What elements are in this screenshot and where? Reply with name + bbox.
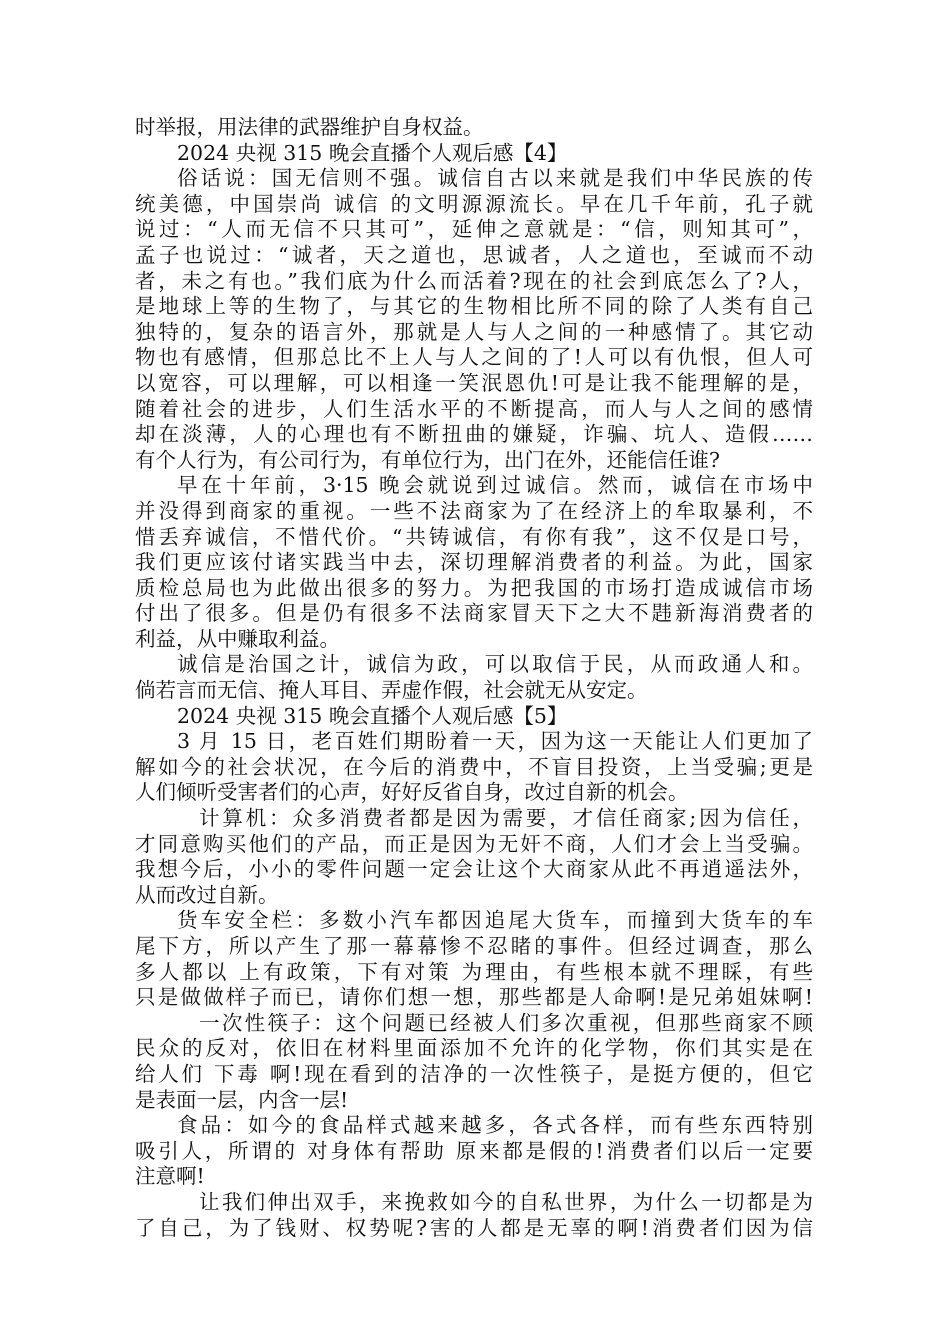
text-line: 计算机：众多消费者都是因为需要，才信任商家;因为信任， [199,806,813,831]
text-line: 给人们 下毒 啊!现在看到的洁净的一次性筷子，是挺方便的，但它 [135,1061,813,1086]
text-line: 早在十年前，3·15 晚会就说到过诚信。然而，诚信在市场中 [177,473,813,498]
text-line: 利益，从中赚取利益。 [135,626,340,651]
text-line: 诚信是治国之计，诚信为政，可以取信于民，从而政通人和。 [177,652,813,677]
text-line: 一次性筷子：这个问题已经被人们多次重视，但那些商家不顾 [199,1010,813,1035]
text-line: 付出了很多。但是仍有很多不法商家冒天下之大不韪新海消费者的 [135,601,813,626]
text-line: 统美德，中国崇尚 诚信 的文明源源流长。早在几千年前，孔子就 [135,191,813,216]
text-line: 让我们伸出双手，来挽救如今的自私世界，为什么一切都是为 [199,1189,813,1214]
text-line: 人们倾听受害者们的心声，好好反省自身，改过自新的机会。 [135,780,689,805]
text-line: 吸引人，所谓的 对身体有帮助 原来都是假的!消费者们以后一定要 [135,1138,813,1163]
text-line: 者，未之有也。”我们底为什么而活着?现在的社会到底怎么了?人， [135,268,813,293]
text-line: 解如今的社会状况，在今后的消费中，不盲目投资，上当受骗;更是 [135,754,813,779]
text-line: 从而改过自新。 [135,882,279,907]
document-page [135,115,813,1241]
text-line: 食品：如今的食品样式越来越多，各式各样，而有些东西特别 [177,1113,813,1138]
text-line: 我们更应该付诸实践当中去，深切理解消费者的利益。为此，国家 [135,550,813,575]
text-line: 并没得到商家的重视。一些不法商家为了在经济上的牟取暴利，不 [135,498,813,523]
text-line: 俗话说：国无信则不强。诚信自古以来就是我们中华民族的传 [177,166,813,191]
text-line: 孟子也说过：“诚者，天之道也，思诚者，人之道也，至诚而不动 [135,242,813,267]
text-line: 注意啊! [135,1164,205,1189]
text-line: 货车安全栏：多数小汽车都因追尾大货车，而撞到大货车的车 [177,908,813,933]
text-line: 民众的反对，依旧在材料里面添加不允许的化学物，你们其实是在 [135,1036,813,1061]
text-line: 尾下方，所以产生了那一幕幕惨不忍睹的事件。但经过调查，那么 [135,934,813,958]
text-line: 了自己，为了钱财、权势呢?害的人都是无辜的啊!消费者们因为信 [135,1215,813,1240]
text-line: 多人都以 上有政策，下有对策 为理由，有些根本就不理睬，有些 [135,959,813,984]
text-line: 是表面一层，内含一层! [135,1087,349,1112]
text-line: 只是做做样子而已，请你们想一想，那些都是人命啊!是兄弟姐妹啊! [135,985,813,1010]
text-line: 随着社会的进步，人们生活水平的不断提高，而人与人之间的感情 [135,396,813,421]
text-line: 我想今后，小小的零件问题一定会让这个大商家从此不再逍遥法外， [135,857,813,882]
text-line: 以宽容，可以理解，可以相逢一笑泯恩仇!可是让我不能理解的是， [135,370,813,395]
text-line: 2024 央视 315 晚会直播个人观后感【5】 [177,703,568,728]
text-line: 2024 央视 315 晚会直播个人观后感【4】 [177,140,568,165]
text-line: 才同意购买他们的产品，而正是因为无奸不商，人们才会上当受骗。 [135,831,813,856]
text-line: 说过：“人而无信不只其可”，延伸之意就是：“信，则知其可”， [135,217,813,242]
text-line: 独特的，复杂的语言外，那就是人与人之间的一种感情了。其它动 [135,319,813,344]
text-line: 有个人行为，有公司行为，有单位行为，出门在外，还能信任谁? [135,447,720,472]
text-line: 质检总局也为此做出很多的努力。为把我国的市场打造成诚信市场 [135,575,813,600]
text-line: 却在淡薄，人的心理也有不断扭曲的嫌疑，诈骗、坑人、造假…… [135,422,813,447]
text-line: 是地球上等的生物了，与其它的生物相比所不同的除了人类有自己 [135,294,813,319]
text-line: 物也有感情，但那总比不上人与人之间的了!人可以有仇恨，但人可 [135,345,813,370]
text-line: 时举报，用法律的武器维护自身权益。 [135,115,484,139]
text-line: 惜丢弃诚信，不惜代价。“共铸诚信，有你有我”，这不仅是口号， [135,524,813,549]
text-line: 倘若言而无信、掩人耳目、弄虚作假，社会就无从安定。 [135,678,648,703]
text-line: 3 月 15 日，老百姓们期盼着一天，因为这一天能让人们更加了 [177,729,813,754]
